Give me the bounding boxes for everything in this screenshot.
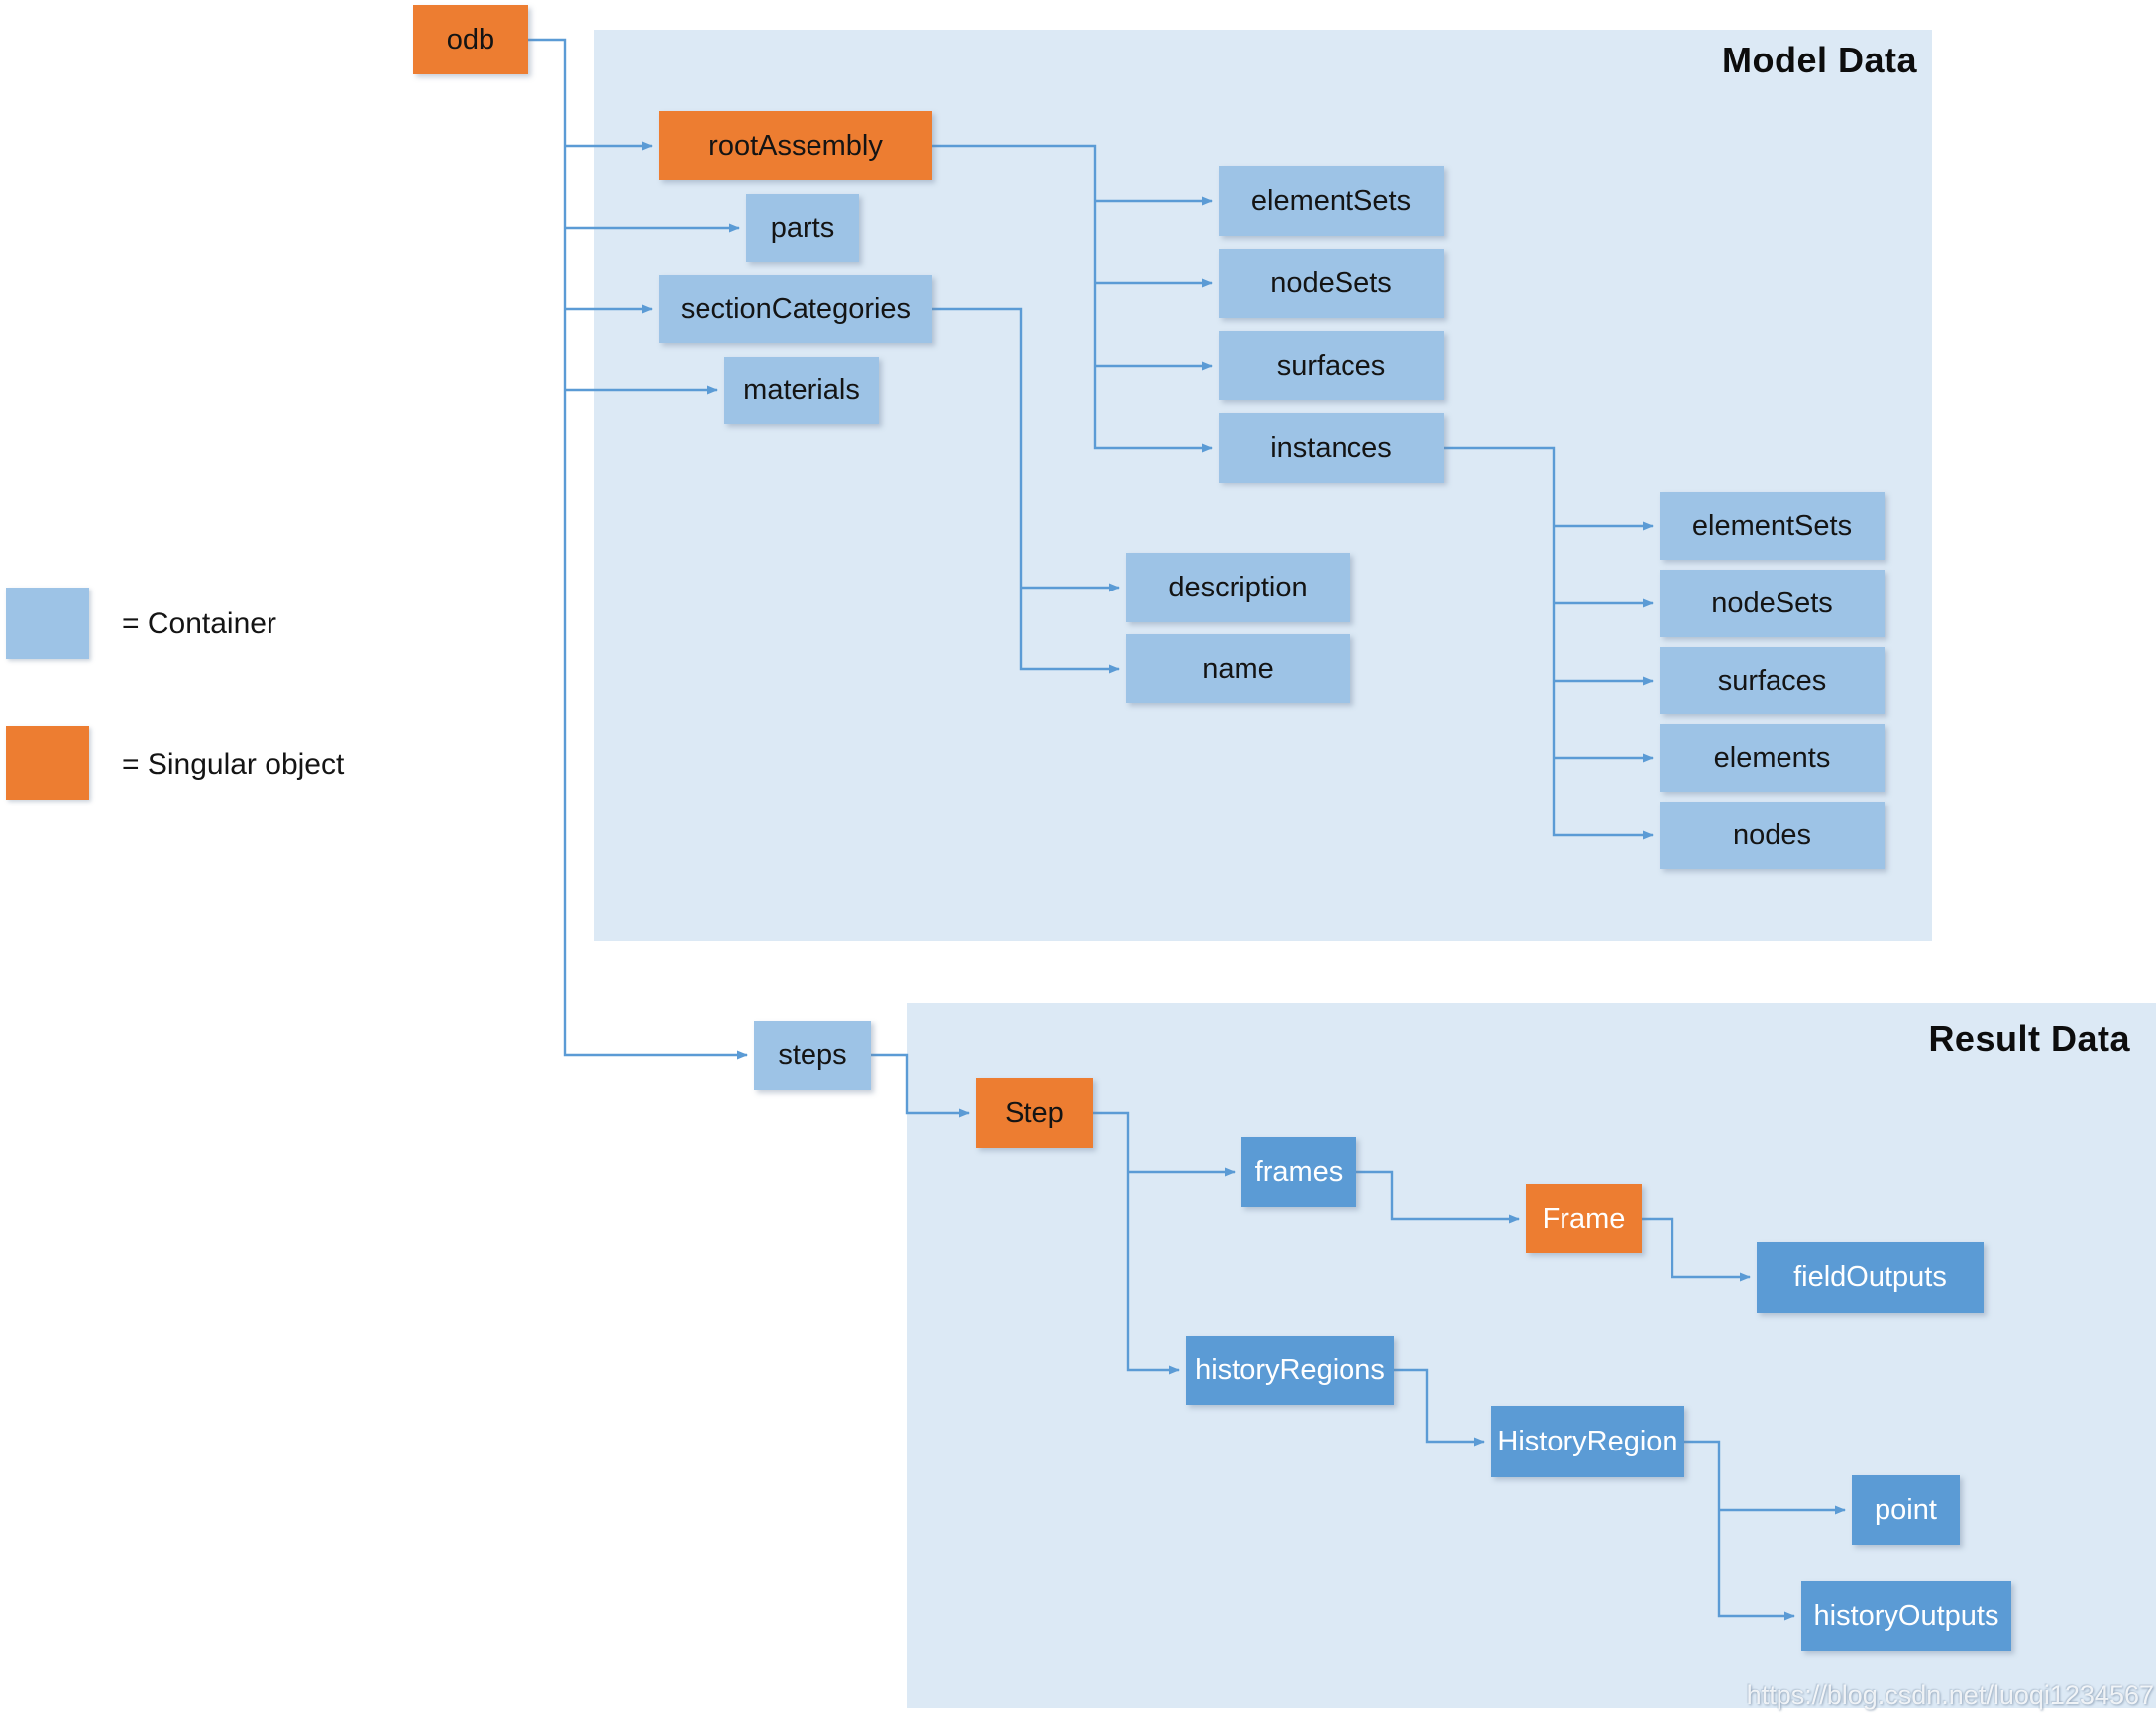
box-nodeSets_i: nodeSets [1660, 570, 1885, 637]
box-surfaces_a: surfaces [1219, 331, 1444, 400]
box-surfaces_i: surfaces [1660, 647, 1885, 714]
box-fieldOutputs: fieldOutputs [1757, 1242, 1984, 1313]
legend-singular-label: = Singular object [122, 748, 345, 781]
box-nodes: nodes [1660, 802, 1885, 869]
box-elementSets_a: elementSets [1219, 166, 1444, 236]
box-nodeSets_a: nodeSets [1219, 249, 1444, 318]
box-historyOutputs: historyOutputs [1801, 1581, 2011, 1651]
box-odb: odb [413, 5, 528, 74]
box-instances: instances [1219, 413, 1444, 483]
legend-container-label: = Container [122, 607, 276, 640]
box-elements: elements [1660, 724, 1885, 792]
box-Frame: Frame [1526, 1184, 1642, 1253]
box-description: description [1126, 553, 1350, 622]
box-rootAssembly: rootAssembly [659, 111, 932, 180]
legend-singular-swatch [6, 726, 89, 800]
box-sectionCategories: sectionCategories [659, 275, 932, 343]
watermark: https://blog.csdn.net/luoqi1234567 [1746, 1680, 2154, 1710]
box-steps: steps [754, 1021, 871, 1090]
result-data-title: Result Data [1928, 1019, 2130, 1059]
box-name: name [1126, 634, 1350, 703]
box-HistoryRegion: HistoryRegion [1491, 1406, 1684, 1477]
legend-container-swatch [6, 588, 89, 659]
model-data-title: Model Data [1721, 40, 1917, 80]
box-elementSets_i: elementSets [1660, 492, 1885, 560]
box-frames: frames [1241, 1137, 1356, 1207]
box-Step: Step [976, 1078, 1093, 1148]
box-historyRegions: historyRegions [1186, 1336, 1394, 1405]
box-point: point [1852, 1475, 1960, 1545]
box-materials: materials [724, 357, 879, 424]
box-parts: parts [746, 194, 859, 262]
